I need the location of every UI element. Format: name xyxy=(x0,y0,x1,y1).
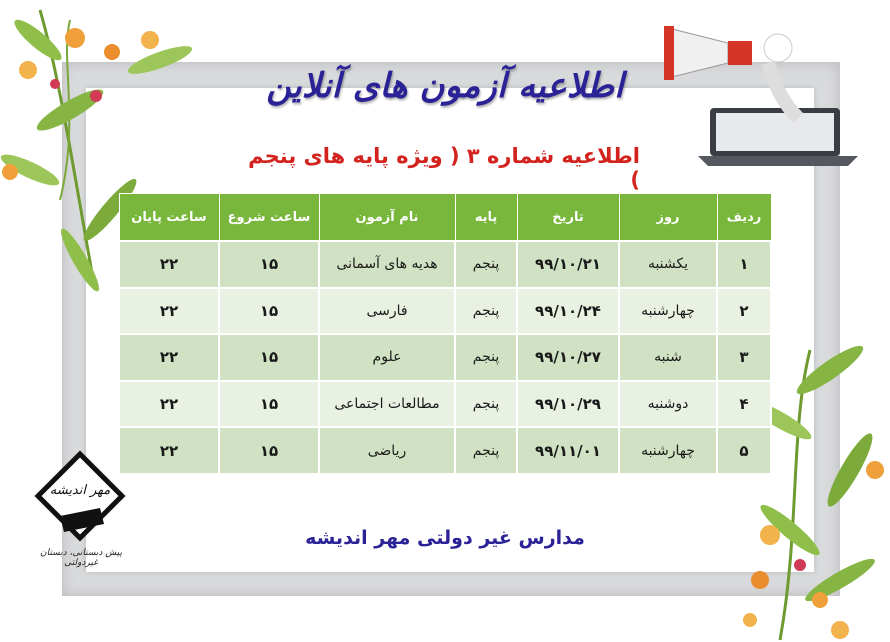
end-time-cell: ۲۲ xyxy=(119,334,219,381)
column-header-day: روز xyxy=(619,194,717,242)
end-time-cell: ۲۲ xyxy=(119,241,219,288)
school-name-footer: مدارس غیر دولتی مهر اندیشه xyxy=(305,527,585,549)
start-time-cell: ۱۵ xyxy=(219,427,319,474)
column-header-start-time: ساعت شروع xyxy=(219,194,319,242)
end-time-cell: ۲۲ xyxy=(119,381,219,428)
column-header-row-number: ردیف xyxy=(717,194,771,242)
exam-name-cell: ریاضی xyxy=(319,427,455,474)
date-cell: ۹۹/۱۱/۰۱ xyxy=(517,427,619,474)
table-row xyxy=(119,427,771,474)
grade-cell: پنجم xyxy=(455,427,517,474)
end-time-cell: ۲۲ xyxy=(119,427,219,474)
date-cell: ۹۹/۱۰/۲۱ xyxy=(517,241,619,288)
grade-cell: پنجم xyxy=(455,288,517,335)
date-cell: ۹۹/۱۰/۲۹ xyxy=(517,381,619,428)
logo-caption: پیش دبستانی، دبستان غیردولتی xyxy=(40,548,122,568)
start-time-cell: ۱۵ xyxy=(219,241,319,288)
table-row xyxy=(119,334,771,381)
day-cell: شنبه xyxy=(619,334,717,381)
row-number: ۴ xyxy=(717,381,771,428)
exam-schedule-table xyxy=(118,193,772,475)
end-time-cell: ۲۲ xyxy=(119,288,219,335)
row-number: ۵ xyxy=(717,427,771,474)
start-time-cell: ۱۵ xyxy=(219,334,319,381)
date-cell: ۹۹/۱۰/۲۴ xyxy=(517,288,619,335)
page-title: اطلاعیه آزمون های آنلاین xyxy=(266,66,624,106)
row-number: ۱ xyxy=(717,241,771,288)
svg-text:مهر اندیشه: مهر اندیشه xyxy=(49,483,111,498)
column-header-exam-name: نام آزمون xyxy=(319,194,455,242)
exam-name-cell: علوم xyxy=(319,334,455,381)
exam-name-cell: مطالعات اجتماعی xyxy=(319,381,455,428)
exam-name-cell: هدیه های آسمانی xyxy=(319,241,455,288)
table-row xyxy=(119,381,771,428)
row-number: ۳ xyxy=(717,334,771,381)
exam-name-cell: فارسی xyxy=(319,288,455,335)
column-header-grade: پایه xyxy=(455,194,517,242)
start-time-cell: ۱۵ xyxy=(219,288,319,335)
notice-subtitle: اطلاعیه شماره ۳ ( ویژه پایه های پنجم ) xyxy=(248,144,640,192)
column-header-date: تاریخ xyxy=(517,194,619,242)
grade-cell: پنجم xyxy=(455,334,517,381)
grade-cell: پنجم xyxy=(455,241,517,288)
grade-cell: پنجم xyxy=(455,381,517,428)
day-cell: چهارشنبه xyxy=(619,427,717,474)
table-row xyxy=(119,241,771,288)
table-header-row xyxy=(119,194,771,242)
row-number: ۲ xyxy=(717,288,771,335)
column-header-end-time: ساعت پایان xyxy=(119,194,219,242)
day-cell: دوشنبه xyxy=(619,381,717,428)
day-cell: چهارشنبه xyxy=(619,288,717,335)
start-time-cell: ۱۵ xyxy=(219,381,319,428)
day-cell: یکشنبه xyxy=(619,241,717,288)
table-row xyxy=(119,288,771,335)
date-cell: ۹۹/۱۰/۲۷ xyxy=(517,334,619,381)
